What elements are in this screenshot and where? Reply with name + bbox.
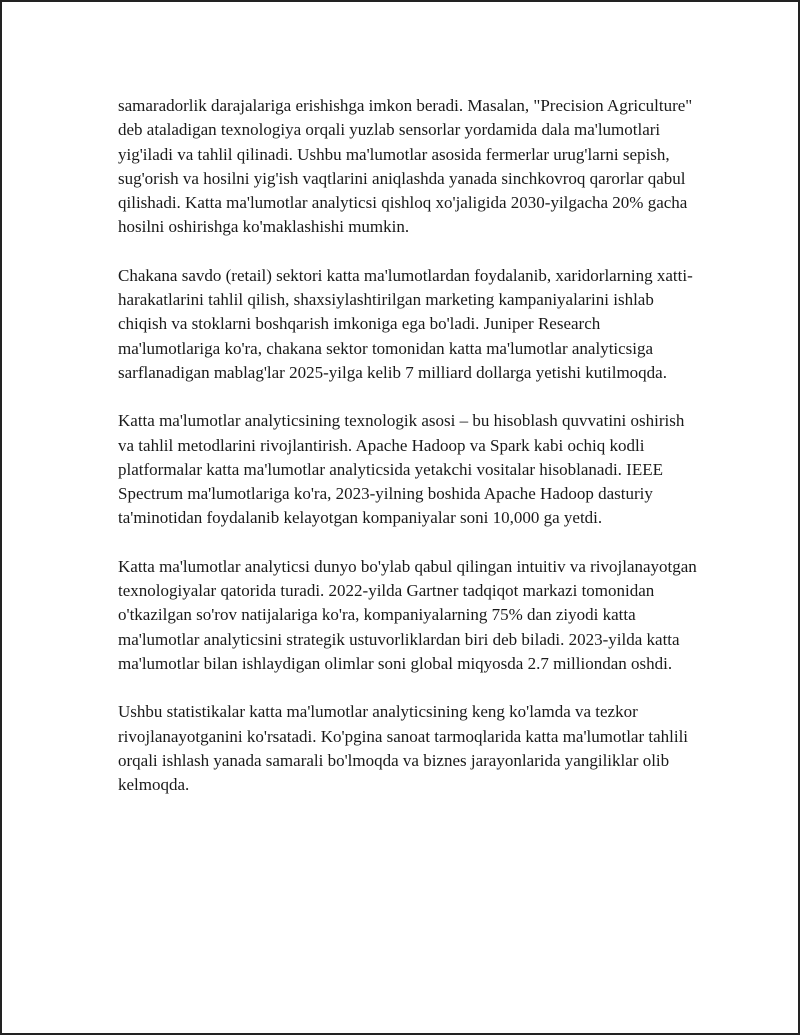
paragraph-2: Chakana savdo (retail) sektori katta ma'lumotlardan foydalanib, xaridorlarning xatti-harakatlarini tahlil qilish, shaxsiylashtirilgan marketing kampaniyalarini ishlab chiqish va stoklarni boshqarish imkoniga ega bo'ladi. Juniper Research ma'lumotlariga ko'ra, chakana sektor tomonidan katta ma'lumotlar analyticsiga sarflanadigan mablag'lar 2025-yilga kelib 7 milliard dollarga yetishi kutilmoqda. bbox=[118, 265, 693, 382]
document-body bbox=[118, 94, 698, 797]
paragraph-1: samaradorlik darajalariga erishishga imkon beradi. Masalan, "Precision Agriculture" deb ataladigan texnologiya orqali yuzlab sensorlar yordamida dala ma'lumotlari yig'iladi va tahlil qilinadi. Ushbu ma'lumotlar asosida fermerlar urug'larni sepish, sug'orish va hosilni yig'ish vaqtlarini aniqlashda yanada sinchkovroq qarorlar qabul qilishadi. Katta ma'lumotlar analyticsi qishloq xo'jaligida 2030-yilgacha 20% gacha hosilni oshirishga ko'maklashishi mumkin. bbox=[118, 96, 693, 237]
paragraph-3: Katta ma'lumotlar analyticsining texnologik asosi – bu hisoblash quvvatini oshirish va tahlil metodlarini rivojlantirish. Apache Hadoop va Spark kabi ochiq kodli platformalar katta ma'lumotlar analyticsida yetakchi vositalar hisoblanadi. IEEE Spectrum ma'lumotlariga ko'ra, 2023-yilning boshida Apache Hadoop dasturiy ta'minotidan foydalanib kelayotgan kompaniyalar soni 10,000 ga yetdi. bbox=[118, 411, 685, 528]
paragraph-4: Katta ma'lumotlar analyticsi dunyo bo'ylab qabul qilingan intuitiv va rivojlanayotgan texnologiyalar qatorida turadi. 2022-yilda Gartner tadqiqot markazi tomonidan o'tkazilgan so'rov natijalariga ko'ra, kompaniyalarning 75% dan ziyodi katta ma'lumotlar analyticsini strategik ustuvorliklardan biri deb biladi. 2023-yilda katta ma'lumotlar bilan ishlaydigan olimlar soni global miqyosda 2.7 milliondan oshdi. bbox=[118, 556, 697, 673]
paragraph-5: Ushbu statistikalar katta ma'lumotlar analyticsining keng ko'lamda va tezkor rivojlanayotganini ko'rsatadi. Ko'pgina sanoat tarmoqlarida katta ma'lumotlar tahlili orqali ishlash yanada samarali bo'lmoqda va biznes jarayonlarida yangiliklar olib kelmoqda. bbox=[118, 702, 689, 795]
